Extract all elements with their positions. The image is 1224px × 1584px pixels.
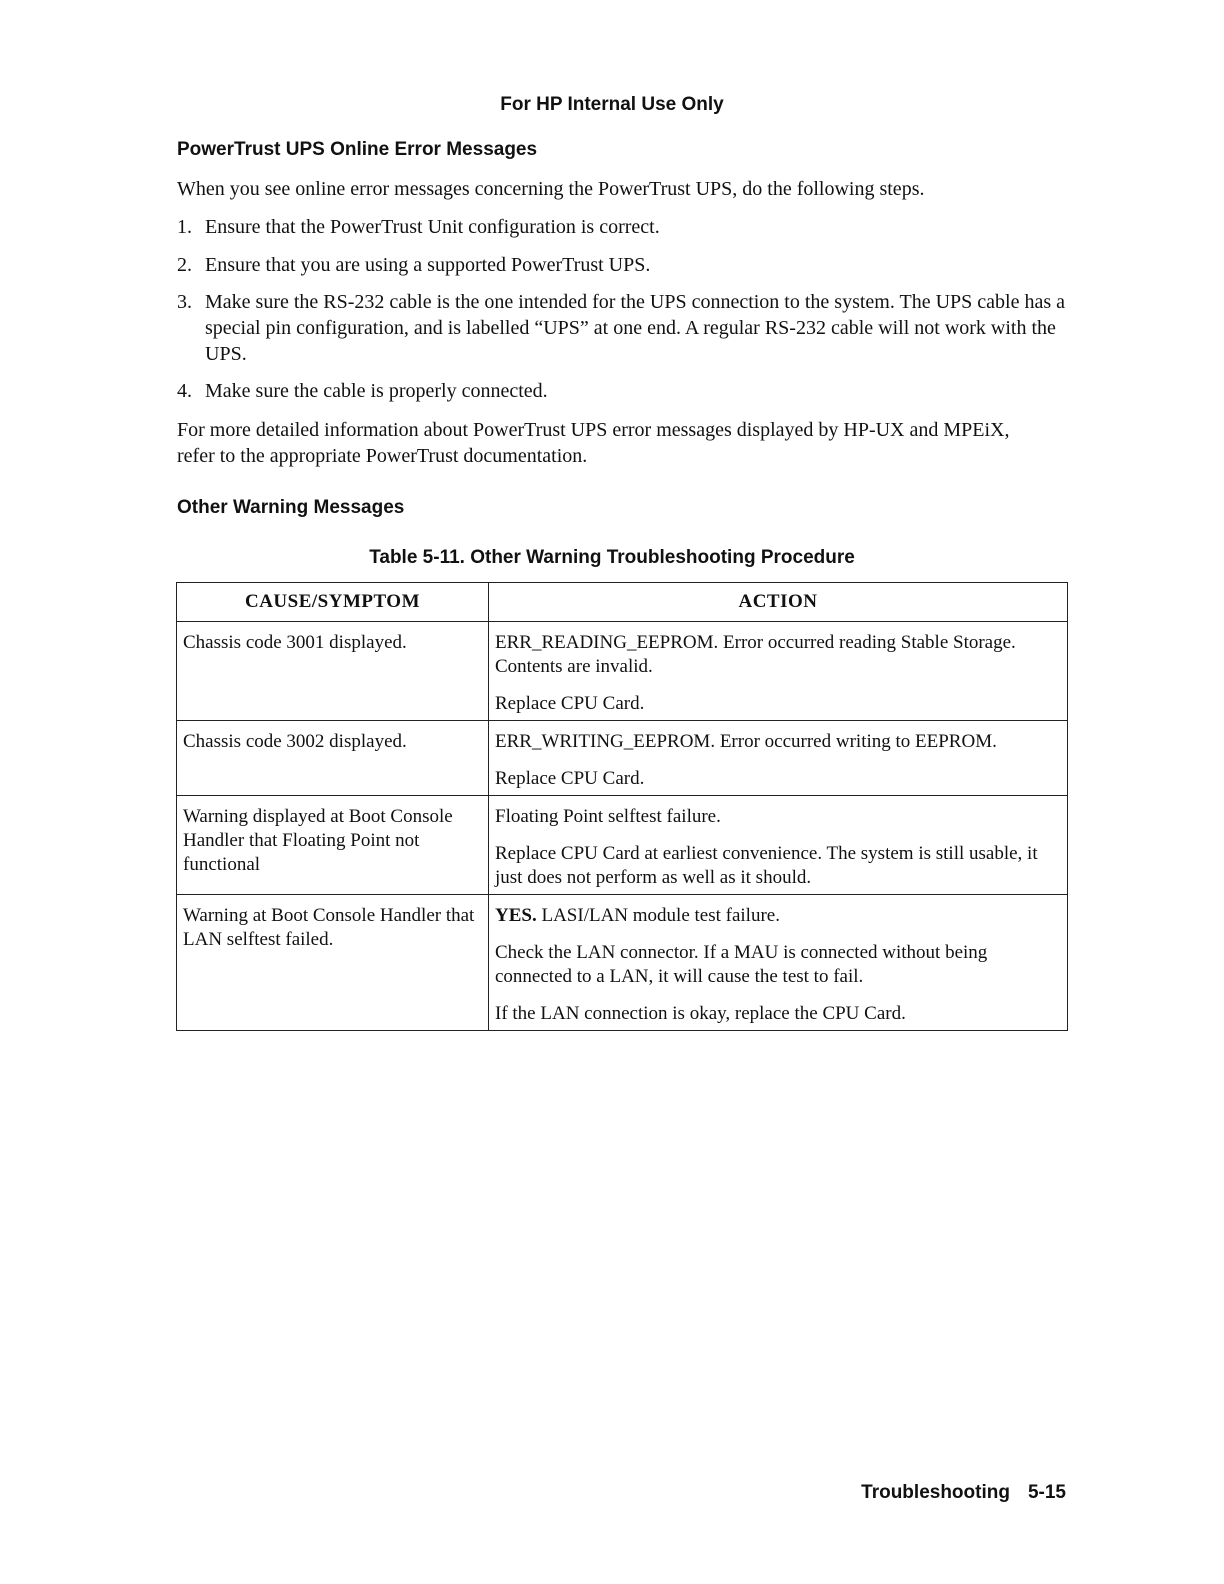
action-text: Replace CPU Card.: [495, 768, 645, 789]
step-number: 2.: [177, 254, 192, 276]
table-row: [177, 796, 1068, 895]
action-text: [495, 904, 1061, 928]
action-cell: [489, 721, 1068, 796]
action-text: Replace CPU Card.: [495, 693, 645, 714]
step-item: [177, 214, 1067, 240]
action-text: ERR_READING_EEPROM. Error occurred reading Stable Storage. Contents are invalid.: [495, 632, 1016, 677]
table-row: [177, 721, 1068, 796]
column-header-action: ACTION: [489, 583, 1068, 622]
action-text: Check the LAN connector. If a MAU is connected without being connected to a LAN, it will cause the test to fail.: [495, 942, 988, 987]
action-cell: [489, 895, 1068, 1031]
step-item: [177, 378, 1067, 404]
step-number: 3.: [177, 291, 192, 313]
action-text: ERR_WRITING_EEPROM. Error occurred writing to EEPROM.: [495, 731, 997, 752]
table-row: [177, 622, 1068, 721]
action-lead: YES.: [495, 905, 537, 926]
section-heading-other-warnings: Other Warning Messages: [177, 497, 405, 518]
cause-cell: [177, 721, 489, 796]
ups-intro-paragraph: When you see online error messages concerning the PowerTrust UPS, do the following steps.: [177, 178, 925, 200]
step-text: Make sure the cable is properly connected.: [205, 380, 548, 402]
cause-cell: [177, 622, 489, 721]
step-text: Ensure that you are using a supported PowerTrust UPS.: [205, 254, 651, 276]
cause-text: Chassis code 3002 displayed.: [183, 731, 407, 752]
section-heading-ups-errors: PowerTrust UPS Online Error Messages: [177, 139, 538, 160]
ups-outro-paragraph: For more detailed information about PowerTrust UPS error messages displayed by HP-UX and MPEiX, refer to the appropriate PowerTrust documentation.: [177, 419, 1010, 467]
table-header-row: [177, 583, 1068, 622]
cause-text: Warning at Boot Console Handler that LAN selftest failed.: [183, 905, 475, 950]
internal-use-notice: For HP Internal Use Only: [500, 94, 724, 115]
step-item: [177, 289, 1067, 367]
step-text: Ensure that the PowerTrust Unit configuration is correct.: [205, 216, 660, 238]
step-item: [177, 252, 1067, 278]
cause-text: Chassis code 3001 displayed.: [183, 632, 407, 653]
step-number: 1.: [177, 216, 192, 238]
action-cell: [489, 796, 1068, 895]
action-text: Replace CPU Card at earliest convenience. The system is still usable, it just does not perform as well as it should.: [495, 843, 1038, 888]
step-text: Make sure the RS-232 cable is the one intended for the UPS connection to the system. The UPS cable has a special pin configuration, and is labelled “UPS” at one end. A regular RS-232 cable will not work with the UPS.: [205, 291, 1065, 365]
action-text: If the LAN connection is okay, replace the CPU Card.: [495, 1003, 906, 1024]
table-row: [177, 895, 1068, 1031]
cause-cell: [177, 895, 489, 1031]
column-header-cause: CAUSE/SYMPTOM: [177, 583, 489, 622]
footer-section-name: Troubleshooting: [861, 1482, 1010, 1503]
cause-text: Warning displayed at Boot Console Handler that Floating Point not functional: [183, 806, 453, 875]
action-cell: [489, 622, 1068, 721]
action-text: Floating Point selftest failure.: [495, 806, 721, 827]
table-caption: Table 5-11. Other Warning Troubleshooting Procedure: [369, 547, 855, 568]
action-lead-text: LASI/LAN module test failure.: [541, 905, 780, 926]
step-number: 4.: [177, 380, 192, 402]
cause-cell: [177, 796, 489, 895]
page-number: 5-15: [1027, 1482, 1066, 1503]
warning-troubleshooting-table: [176, 582, 1068, 1031]
page-footer: [861, 1482, 1066, 1504]
